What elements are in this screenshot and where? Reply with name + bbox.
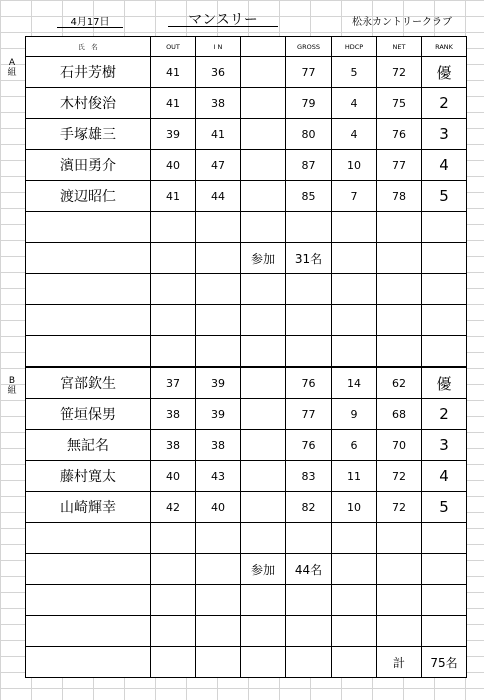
out-score: 37 [151, 367, 196, 399]
rank: 2 [422, 88, 467, 119]
in-score: 36 [196, 57, 241, 88]
player-name: 山崎輝幸 [26, 492, 151, 523]
rank: 優 [422, 367, 467, 399]
out-score: 41 [151, 181, 196, 212]
in-score: 39 [196, 399, 241, 430]
rank: 3 [422, 119, 467, 150]
gross-score: 77 [286, 399, 332, 430]
empty-row [26, 523, 467, 554]
in-score: 47 [196, 150, 241, 181]
table-row [26, 119, 467, 150]
empty-row [26, 212, 467, 243]
out-score: 40 [151, 461, 196, 492]
out-score: 39 [151, 119, 196, 150]
sheet-header [0, 0, 484, 36]
table-row [26, 181, 467, 212]
rank: 4 [422, 461, 467, 492]
total-label: 計 [377, 647, 422, 678]
blank-cell [241, 88, 286, 119]
in-score: 38 [196, 430, 241, 461]
handicap: 6 [332, 430, 377, 461]
net-score: 77 [377, 150, 422, 181]
net-score: 68 [377, 399, 422, 430]
player-name: 宮部欽生 [26, 367, 151, 399]
player-name: 藤村寛太 [26, 461, 151, 492]
club-name: 松永カントリークラブ [352, 17, 452, 28]
gross-score: 79 [286, 88, 332, 119]
participants-count: 31名 [286, 243, 332, 274]
event-title: マンスリー [188, 12, 258, 28]
rank: 3 [422, 430, 467, 461]
gross-score: 77 [286, 57, 332, 88]
in-score: 40 [196, 492, 241, 523]
out-score: 42 [151, 492, 196, 523]
blank-cell [241, 367, 286, 399]
table-row [26, 492, 467, 523]
event-date: 4月17日 [70, 17, 110, 28]
handicap: 10 [332, 150, 377, 181]
player-name: 濱田勇介 [26, 150, 151, 181]
gross-score: 80 [286, 119, 332, 150]
participants-row [26, 243, 467, 274]
table-row [26, 367, 467, 399]
net-score: 62 [377, 367, 422, 399]
in-score: 41 [196, 119, 241, 150]
score-table [25, 36, 467, 678]
net-score: 78 [377, 181, 422, 212]
handicap: 10 [332, 492, 377, 523]
participants-label: 参加 [241, 243, 286, 274]
participants-count: 44名 [286, 554, 332, 585]
col-header-out: OUT [151, 37, 196, 57]
col-header-net: NET [377, 37, 422, 57]
col-header-blank [241, 37, 286, 57]
blank-cell [241, 119, 286, 150]
blank-cell [241, 430, 286, 461]
total-row [26, 647, 467, 678]
total-count: 75名 [422, 647, 467, 678]
net-score: 72 [377, 57, 422, 88]
handicap: 11 [332, 461, 377, 492]
gross-score: 76 [286, 367, 332, 399]
empty-row [26, 336, 467, 368]
gross-score: 83 [286, 461, 332, 492]
empty-row [26, 274, 467, 305]
in-score: 43 [196, 461, 241, 492]
blank-cell [241, 461, 286, 492]
group-b-label: B組 [7, 376, 17, 396]
table-row [26, 461, 467, 492]
participants-row [26, 554, 467, 585]
net-score: 70 [377, 430, 422, 461]
title-underline [168, 26, 278, 27]
handicap: 9 [332, 399, 377, 430]
gross-score: 76 [286, 430, 332, 461]
group-a-label: A組 [7, 58, 17, 78]
out-score: 40 [151, 150, 196, 181]
handicap: 14 [332, 367, 377, 399]
gross-score: 87 [286, 150, 332, 181]
blank-cell [241, 57, 286, 88]
rank: 2 [422, 399, 467, 430]
in-score: 44 [196, 181, 241, 212]
blank-cell [241, 150, 286, 181]
col-header-in: I N [196, 37, 241, 57]
net-score: 72 [377, 492, 422, 523]
player-name: 手塚雄三 [26, 119, 151, 150]
blank-cell [241, 399, 286, 430]
out-score: 41 [151, 88, 196, 119]
col-header-hdcp: HDCP [332, 37, 377, 57]
out-score: 41 [151, 57, 196, 88]
handicap: 4 [332, 119, 377, 150]
empty-row [26, 616, 467, 647]
table-row [26, 88, 467, 119]
table-row [26, 150, 467, 181]
net-score: 76 [377, 119, 422, 150]
table-row [26, 430, 467, 461]
gross-score: 82 [286, 492, 332, 523]
in-score: 38 [196, 88, 241, 119]
rank: 5 [422, 181, 467, 212]
blank-cell [241, 181, 286, 212]
col-header-rank: RANK [422, 37, 467, 57]
col-header-gross: GROSS [286, 37, 332, 57]
gross-score: 85 [286, 181, 332, 212]
rank: 4 [422, 150, 467, 181]
col-header-name: 氏 名 [26, 37, 151, 57]
header-row [26, 37, 467, 57]
rank: 優 [422, 57, 467, 88]
rank: 5 [422, 492, 467, 523]
in-score: 39 [196, 367, 241, 399]
out-score: 38 [151, 399, 196, 430]
blank-cell [241, 492, 286, 523]
net-score: 72 [377, 461, 422, 492]
table-row [26, 399, 467, 430]
participants-label: 参加 [241, 554, 286, 585]
empty-row [26, 585, 467, 616]
empty-row [26, 305, 467, 336]
player-name: 渡辺昭仁 [26, 181, 151, 212]
player-name: 笹垣保男 [26, 399, 151, 430]
player-name: 木村俊治 [26, 88, 151, 119]
player-name: 石井芳樹 [26, 57, 151, 88]
date-underline [57, 27, 123, 28]
player-name: 無記名 [26, 430, 151, 461]
handicap: 7 [332, 181, 377, 212]
net-score: 75 [377, 88, 422, 119]
handicap: 5 [332, 57, 377, 88]
out-score: 38 [151, 430, 196, 461]
handicap: 4 [332, 88, 377, 119]
table-row [26, 57, 467, 88]
